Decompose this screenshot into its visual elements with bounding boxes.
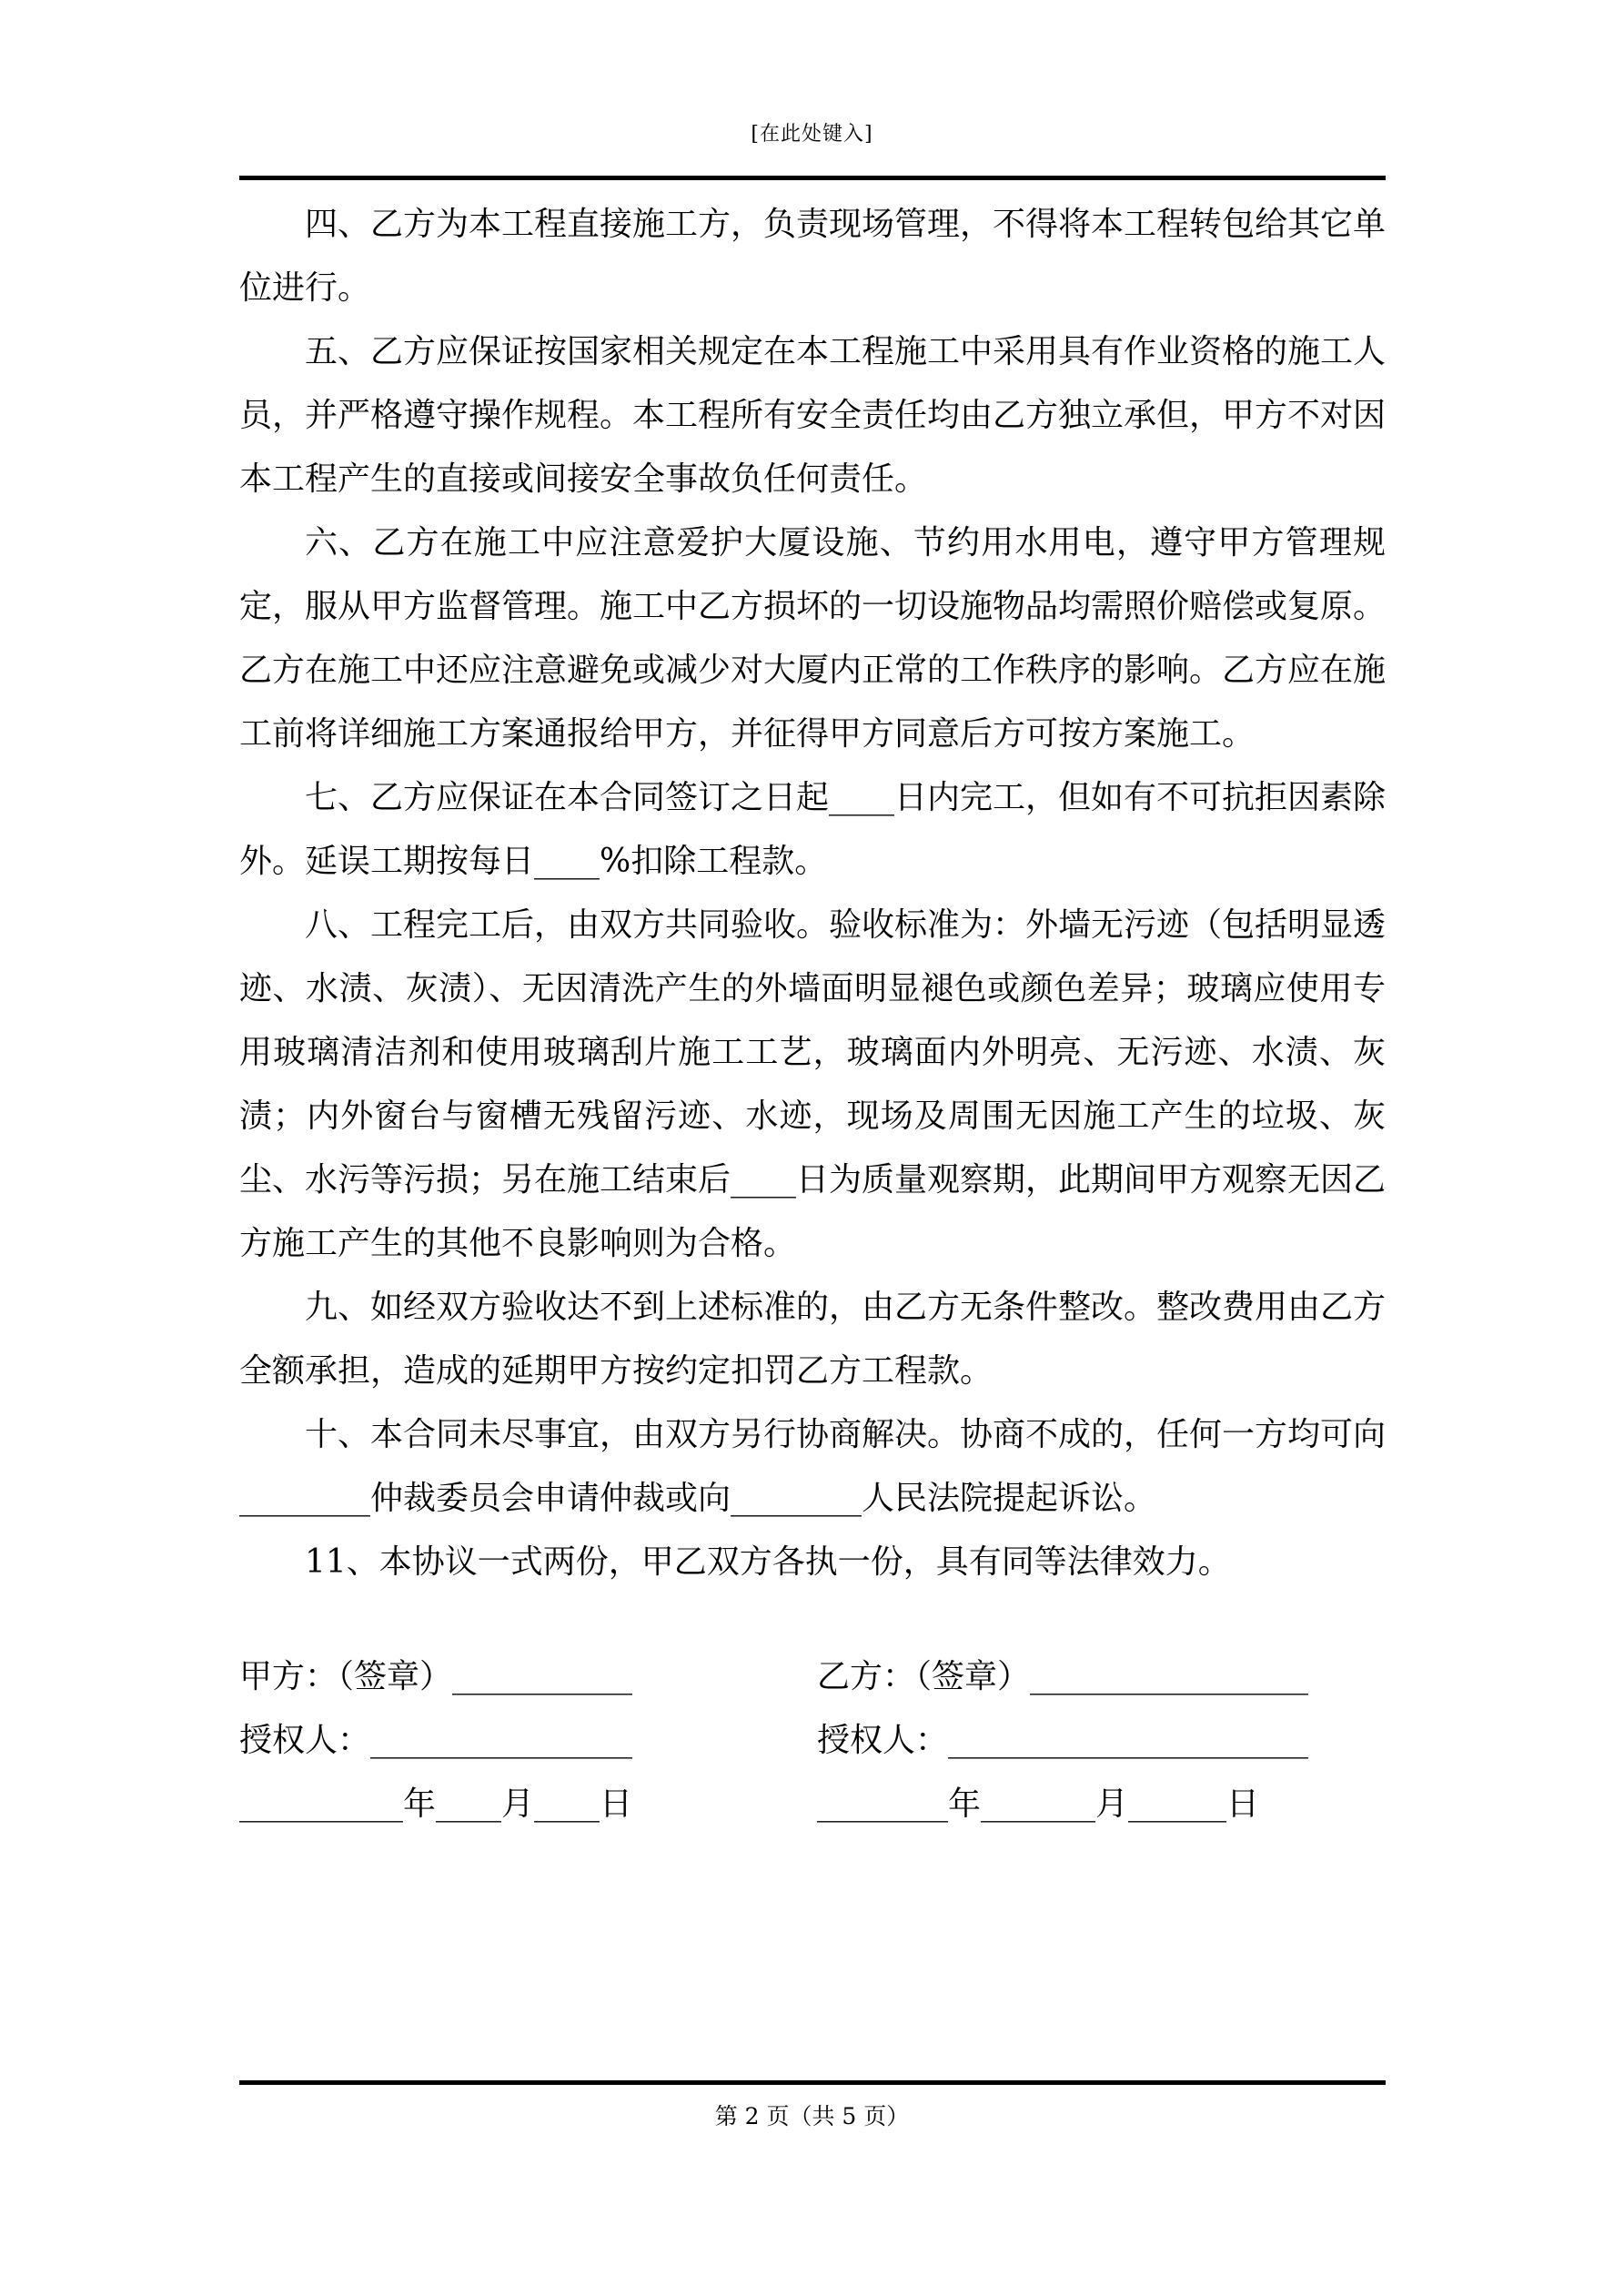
party-b-date-line: ________年_______月______日 (817, 1785, 1259, 1823)
clause-9: 九、如经双方验收达不到上述标准的，由乙方无条件整改。整改费用由乙方全额承担，造成的延期甲方按约定扣罚乙方工程款。 (239, 1289, 1387, 1390)
party-a-authorizer-line: 授权人：________________ (239, 1722, 633, 1759)
clause-10: 十、本合同未尽事宜，由双方另行协商解决。协商不成的，任何一方均可向________仲裁委员会申请仲裁或向________人民法院提起诉讼。 (239, 1416, 1387, 1517)
page-number: 第 2 页（共 5 页） (714, 2103, 910, 2129)
signature-block (239, 1645, 1386, 1836)
footer-rule (239, 2080, 1386, 2085)
header-placeholder: [在此处键入] (751, 123, 873, 146)
party-a-signature-line: 甲方：（签章）___________ (239, 1658, 633, 1695)
header-rule (239, 176, 1386, 180)
clause-11: 11、本协议一式两份，甲乙双方各执一份，具有同等法律效力。 (305, 1543, 1231, 1581)
signature-row-authorizer (239, 1709, 1386, 1773)
signature-row-party (239, 1645, 1386, 1709)
clause-8: 八、工程完工后，由双方共同验收。验收标准为：外墙无污迹（包括明显透迹、水渍、灰渍）、无因清洗产生的外墙面明显褪色或颜色差异；玻璃应使用专用玻璃清洁剂和使用玻璃刮片施工工艺，玻璃面内外明亮、无污迹、水渍、灰渍；内外窗台与窗槽无残留污迹、水迹，现场及周围无因施工产生的垃圾、灰尘、水污等污损；另在施工结束后____日为质量观察期，此期间甲方观察无因乙方施工产生的其他不良影响则为合格。 (239, 906, 1387, 1262)
clause-6: 六、乙方在施工中应注意爱护大厦设施、节约用水用电，遵守甲方管理规定，服从甲方监督管理。施工中乙方损坏的一切设施物品均需照价赔偿或复原。乙方在施工中还应注意避免或减少对大厦内正常的工作秩序的影响。乙方应在施工前将详细施工方案通报给甲方，并征得甲方同意后方可按方案施工。 (239, 524, 1387, 753)
clause-4: 四、乙方为本工程直接施工方，负责现场管理，不得将本工程转包给其它单位进行。 (239, 206, 1387, 307)
party-b-signature-line: 乙方：（签章）_________________ (817, 1658, 1309, 1695)
party-a-date-line: __________年____月____日 (239, 1785, 632, 1823)
signature-row-date (239, 1773, 1386, 1836)
clause-7: 七、乙方应保证在本合同签订之日起____日内完工，但如有不可抗拒因素除外。延误工期按每日____%扣除工程款。 (239, 779, 1387, 880)
contract-body (239, 193, 1386, 1836)
party-b-authorizer-line: 授权人：______________________ (817, 1722, 1309, 1759)
clause-5: 五、乙方应保证按国家相关规定在本工程施工中采用具有作业资格的施工人员，并严格遵守操作规程。本工程所有安全责任均由乙方独立承但，甲方不对因本工程产生的直接或间接安全事故负任何责任。 (239, 333, 1387, 498)
